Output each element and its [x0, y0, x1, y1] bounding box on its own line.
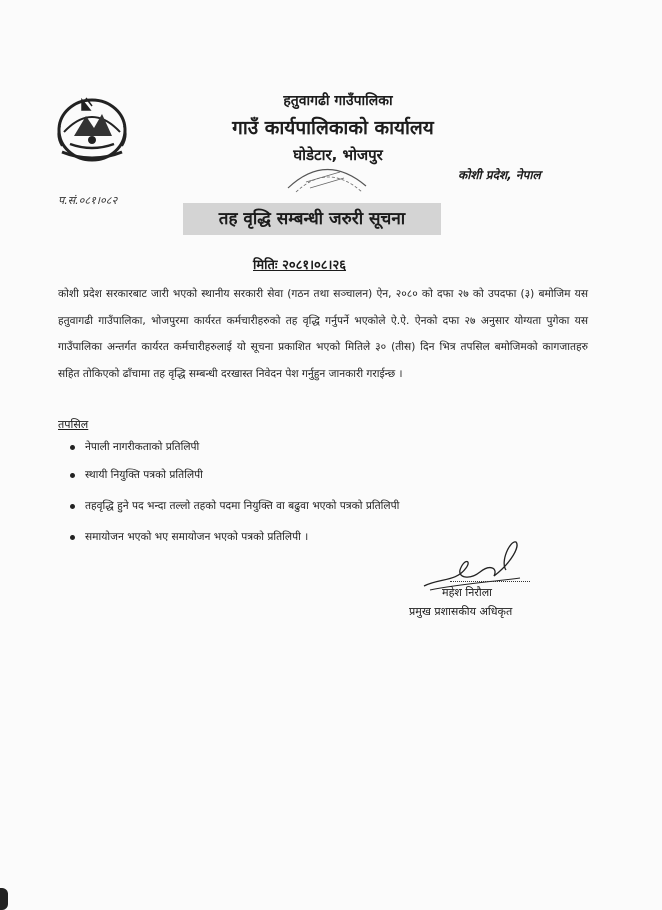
list-item-text: स्थायी नियुक्ति पत्रको प्रतिलिपी [85, 469, 203, 481]
reference-number: प.सं.०८१।०८२ [58, 194, 118, 207]
bullet-icon [70, 445, 75, 450]
office-name: गाउँ कार्यपालिकाको कार्यालय [232, 117, 434, 139]
office-location: घोडेटार, भोजपुर [293, 146, 383, 164]
list-item [70, 499, 399, 513]
municipality-name: हतुवागढी गाउँपालिका [283, 93, 393, 109]
notice-body: कोशी प्रदेश सरकारबाट जारी भएको स्थानीय सरकारी सेवा (गठन तथा सञ्चालन) ऐन, २०८० को दफा २७ को उपदफा (३) बमोजिम यस हतुवागढी गाउँपालिका, भोजपुरमा कार्यरत कर्मचारीहरुको तह वृद्धि गर्नुपर्ने भएकोले ऐ.ऐ. ऐनको दफा २७ अनुसार योग्यता पुगेका यस गाउँपालिका अन्तर्गत कार्यरत कर्मचारीहरुलाई यो सूचना प्रकाशित भएको मितिले ३० (तीस) दिन भित्र तपसिल बमोजिमको कागजातहरु सहित तोकिएको ढाँचामा तह वृद्धि सम्बन्धी दरखास्त निवेदन पेश गर्नुहुन जानकारी गराईन्छ । [58, 288, 588, 380]
notice-subject: तह वृद्धि सम्बन्धी जरुरी सूचना [183, 203, 441, 235]
nepal-emblem-logo [52, 92, 132, 164]
bullet-icon [70, 504, 75, 509]
list-heading: तपसिल [58, 418, 89, 431]
bullet-icon [70, 473, 75, 478]
scan-edge-mark [0, 888, 8, 910]
office-stamp [282, 148, 370, 194]
list-item-text: तहवृद्धि हुने पद भन्दा तल्लो तहको पदमा नियुक्ति वा बढुवा भएको पत्रको प्रतिलिपी [85, 500, 400, 512]
list-item [70, 468, 203, 482]
bullet-icon [70, 535, 75, 540]
signature-line [450, 581, 530, 582]
signer-name: महेश निरौला [442, 586, 493, 599]
province-label: कोशी प्रदेश, नेपाल [458, 168, 541, 182]
list-item-text: नेपाली नागरीकताको प्रतिलिपी [85, 441, 200, 453]
list-item [70, 530, 308, 544]
notice-date: मितिः २०८१।०८।२६ [253, 258, 347, 273]
list-item-text: समायोजन भएको भए समायोजन भएको पत्रको प्रतिलिपी । [85, 531, 309, 543]
signer-title: प्रमुख प्रशासकीय अधिकृत [409, 605, 513, 618]
list-item [70, 440, 199, 454]
